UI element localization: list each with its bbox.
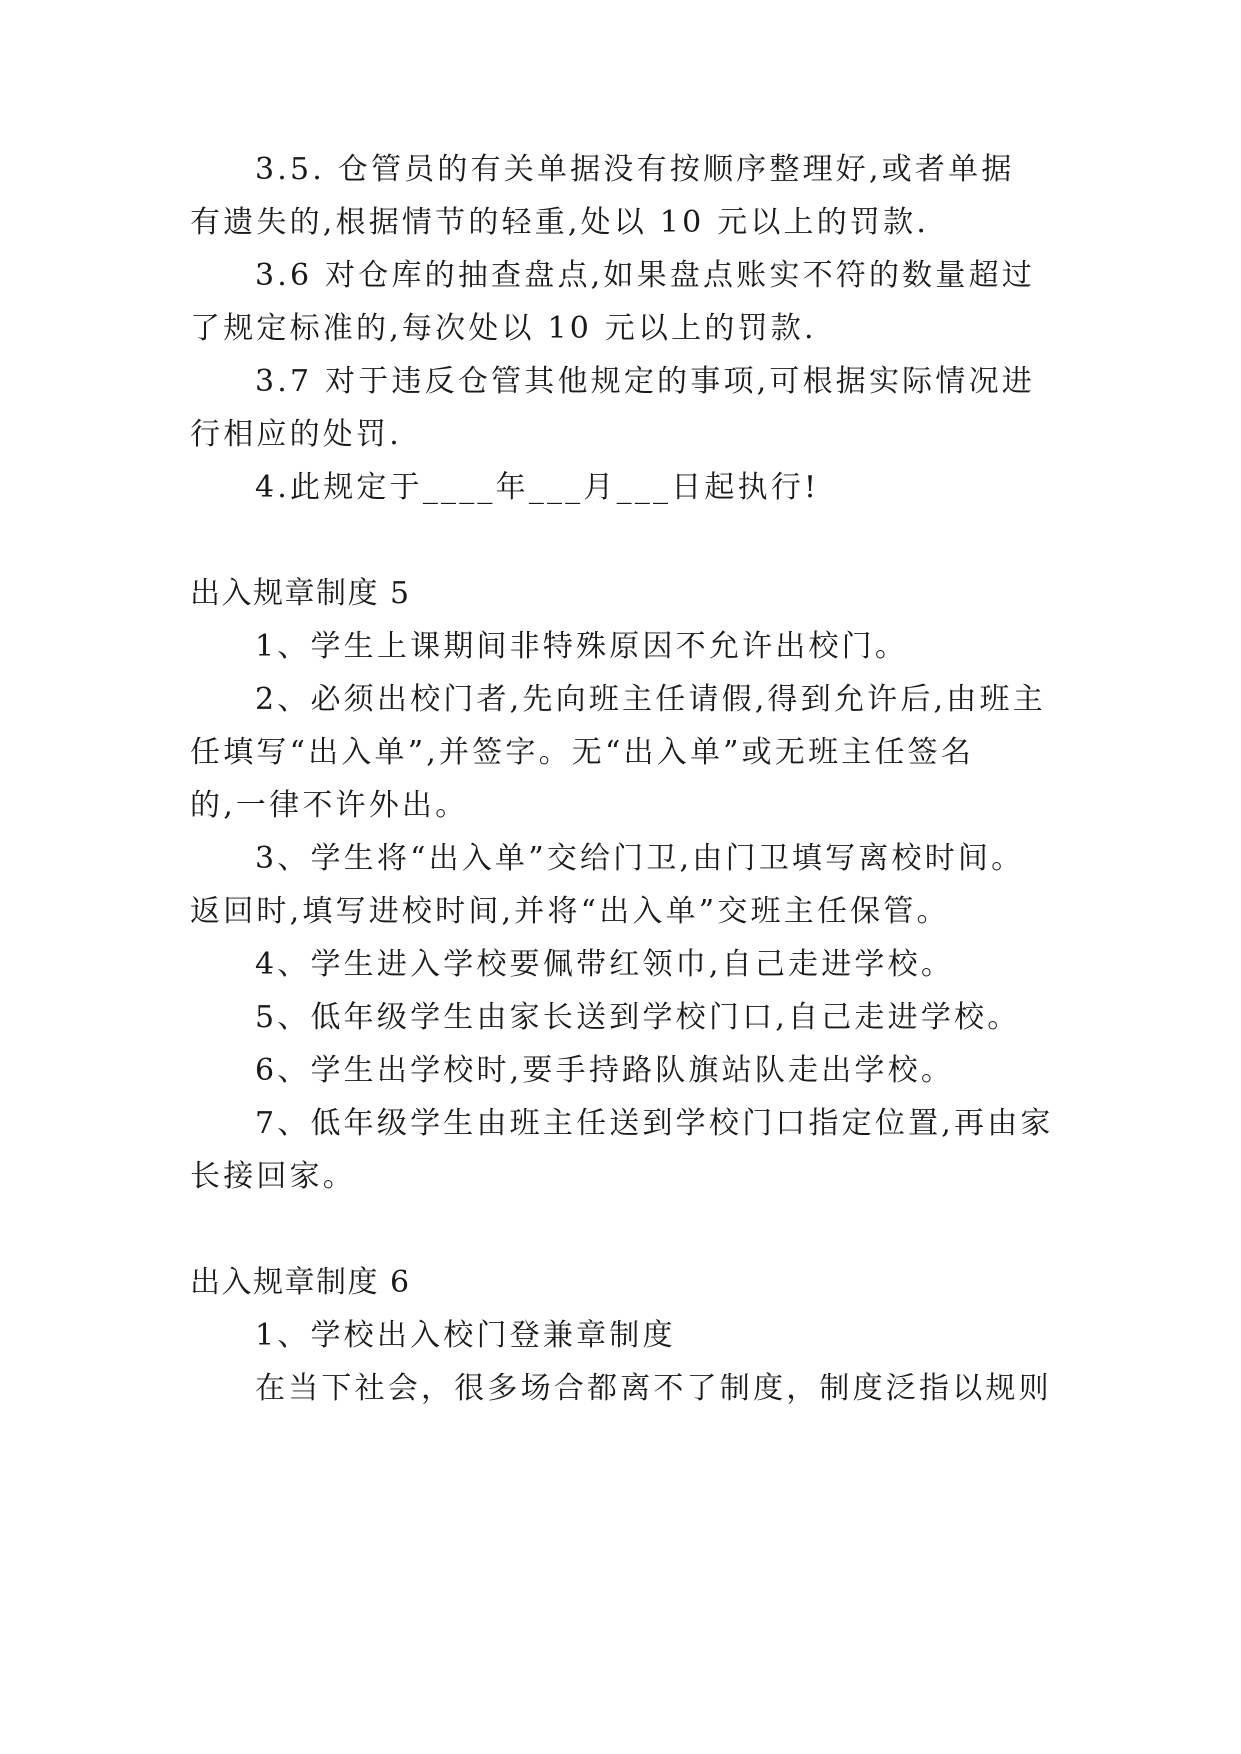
- section-5-item-3-line-1: 3、学生将“出入单”交给门卫,由门卫填写离校时间。: [255, 841, 1025, 876]
- section-5-item-4: 4、学生进入学校要佩带红领巾,自己走进学校。: [255, 947, 955, 982]
- section-5-item-3-line-2: 返回时,填写进校时间,并将“出入单”交班主任保管。: [190, 894, 950, 929]
- section-5-title: 出入规章制度 5: [190, 576, 411, 611]
- section-5-item-7-line-2: 长接回家。: [190, 1159, 356, 1194]
- paragraph-3-6-line-2: 了规定标准的,每次处以 10 元以上的罚款.: [190, 311, 817, 346]
- paragraph-3-7-line-2: 行相应的处罚.: [190, 417, 402, 452]
- section-5-item-2-line-2: 任填写“出入单”,并签字。无“出入单”或无班主任签名: [190, 735, 975, 770]
- paragraph-3-7-line-1: 3.7 对于违反仓管其他规定的事项,可根据实际情况进: [255, 364, 1035, 399]
- section-5-item-1: 1、学生上课期间非特殊原因不允许出校门。: [255, 629, 909, 664]
- paragraph-3-6-line-1: 3.6 对仓库的抽查盘点,如果盘点账实不符的数量超过: [255, 258, 1035, 293]
- section-5-item-6: 6、学生出学校时,要手持路队旗站队走出学校。: [255, 1053, 955, 1088]
- paragraph-3-5-line-2: 有遗失的,根据情节的轻重,处以 10 元以上的罚款.: [190, 205, 930, 240]
- section-6-title: 出入规章制度 6: [190, 1265, 411, 1300]
- section-5-item-7-line-1: 7、低年级学生由班主任送到学校门口指定位置,再由家: [255, 1106, 1054, 1141]
- section-5-item-2-line-1: 2、必须出校门者,先向班主任请假,得到允许后,由班主: [255, 682, 1046, 717]
- section-6-paragraph-1: 在当下社会，很多场合都离不了制度，制度泛指以规则: [255, 1371, 1052, 1406]
- paragraph-4-effective-date: 4.此规定于____年___月___日起执行!: [255, 470, 820, 505]
- section-6-item-1: 1、学校出入校门登兼章制度: [255, 1318, 676, 1353]
- section-5-item-5: 5、低年级学生由家长送到学校门口,自己走进学校。: [255, 1000, 1021, 1035]
- paragraph-3-5-line-1: 3.5. 仓管员的有关单据没有按顺序整理好,或者单据: [255, 152, 1015, 187]
- section-5-item-2-line-3: 的,一律不许外出。: [190, 788, 469, 823]
